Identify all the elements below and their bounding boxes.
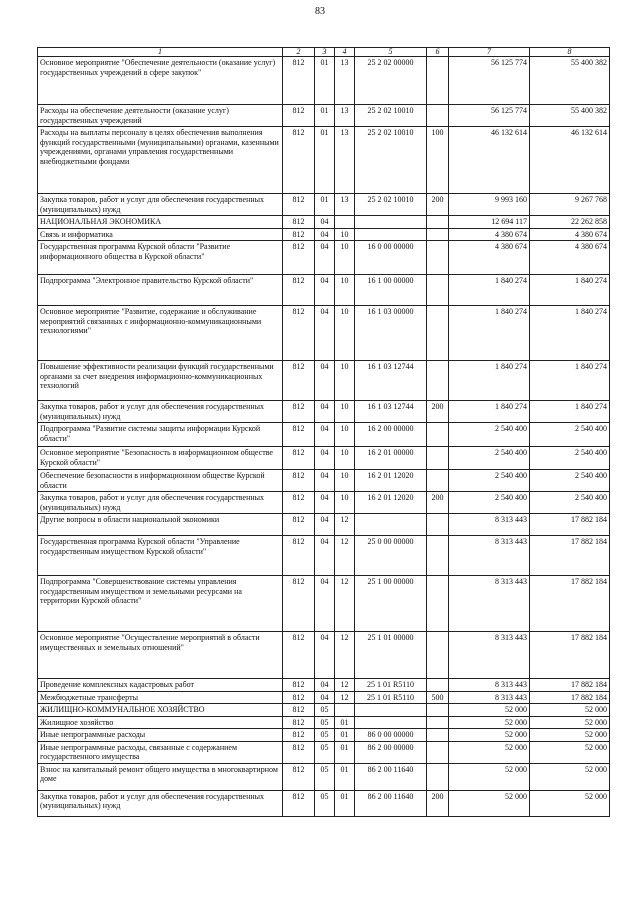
page-number: 83 [315,6,325,17]
value-col-7: 52 000 [449,763,530,790]
code-admin: 812 [283,576,315,632]
row-name: Основное мероприятие "Безопасность в информационном обществе Курской области" [38,447,283,470]
value-col-8: 17 882 184 [530,632,610,679]
table-row [38,401,610,423]
table-row [38,790,610,816]
value-col-8: 52 000 [530,729,610,742]
code-subsection: 01 [335,763,355,790]
code-section: 04 [315,275,335,306]
value-col-7: 52 000 [449,790,530,816]
code-admin: 812 [283,105,315,127]
code-subsection: 01 [335,741,355,763]
code-section: 01 [315,127,335,194]
code-expense-type [427,679,449,692]
code-section: 05 [315,716,335,729]
value-col-7: 52 000 [449,729,530,742]
row-name: НАЦИОНАЛЬНАЯ ЭКОНОМИКА [38,216,283,229]
row-name: Взнос на капитальный ремонт общего имущества в многоквартирном доме [38,763,283,790]
code-expense-type [427,704,449,717]
code-admin: 812 [283,679,315,692]
code-target-article: 16 2 01 12020 [355,492,427,514]
value-col-7: 2 540 400 [449,447,530,470]
code-target-article: 25 2 02 10010 [355,194,427,216]
table-row [38,194,610,216]
table-row [38,447,610,470]
code-admin: 812 [283,729,315,742]
value-col-8: 55 400 382 [530,57,610,105]
code-section: 04 [315,361,335,401]
code-expense-type [427,228,449,241]
table-row [38,216,610,229]
value-col-8: 2 540 400 [530,447,610,470]
value-col-8: 22 262 858 [530,216,610,229]
code-expense-type [427,741,449,763]
value-col-8: 2 540 400 [530,492,610,514]
value-col-7: 1 840 274 [449,361,530,401]
value-col-7: 2 540 400 [449,423,530,447]
code-subsection [335,216,355,229]
value-col-7: 52 000 [449,741,530,763]
row-name: Закупка товаров, работ и услуг для обеспечения государственных (муниципальных) нужд [38,790,283,816]
table-row [38,492,610,514]
code-admin: 812 [283,447,315,470]
value-col-7: 8 313 443 [449,632,530,679]
code-target-article: 25 1 01 R5110 [355,691,427,704]
code-section: 04 [315,514,335,536]
code-subsection: 01 [335,729,355,742]
value-col-8: 52 000 [530,716,610,729]
value-col-7: 1 840 274 [449,275,530,306]
code-section: 04 [315,691,335,704]
code-target-article: 25 2 02 10010 [355,105,427,127]
code-subsection: 13 [335,194,355,216]
code-subsection: 12 [335,691,355,704]
code-admin: 812 [283,716,315,729]
code-target-article: 16 1 00 00000 [355,275,427,306]
row-name: Подпрограмма "Электронное правительство Курской области" [38,275,283,306]
code-subsection: 01 [335,716,355,729]
code-target-article: 25 1 01 R5110 [355,679,427,692]
code-target-article: 16 1 03 12744 [355,361,427,401]
code-section: 04 [315,632,335,679]
table-row [38,470,610,492]
value-col-8: 17 882 184 [530,679,610,692]
row-name: Другие вопросы в области национальной экономики [38,514,283,536]
row-name: Иные непрограммные расходы, связанные с содержанием государственного имущества [38,741,283,763]
value-col-7: 4 380 674 [449,228,530,241]
code-section: 04 [315,228,335,241]
value-col-8: 17 882 184 [530,536,610,576]
table-row [38,763,610,790]
code-expense-type [427,105,449,127]
value-col-7: 4 380 674 [449,241,530,275]
table-row [38,741,610,763]
code-target-article [355,514,427,536]
code-target-article: 86 2 00 00000 [355,741,427,763]
column-header: 8 [530,48,610,57]
value-col-8: 17 882 184 [530,514,610,536]
code-target-article: 16 1 03 00000 [355,306,427,361]
code-target-article [355,716,427,729]
row-name: Основное мероприятие "Осуществление мероприятий в области имущественных и земельных отношений" [38,632,283,679]
value-col-7: 12 694 117 [449,216,530,229]
code-section: 04 [315,423,335,447]
code-expense-type [427,306,449,361]
row-name: Государственная программа Курской области "Управление государственным имуществом Курской области" [38,536,283,576]
row-name: Связь и информатика [38,228,283,241]
table-row [38,105,610,127]
code-expense-type [427,763,449,790]
value-col-8: 52 000 [530,763,610,790]
row-name: Проведение комплексных кадастровых работ [38,679,283,692]
value-col-8: 52 000 [530,790,610,816]
code-expense-type [427,470,449,492]
code-subsection: 10 [335,447,355,470]
row-name: Обеспечение безопасности в информационном обществе Курской области [38,470,283,492]
code-subsection: 01 [335,790,355,816]
table-row [38,536,610,576]
code-expense-type [427,241,449,275]
row-name: Подпрограмма "Развитие системы защиты информации Курской области" [38,423,283,447]
code-section: 04 [315,401,335,423]
code-subsection: 10 [335,401,355,423]
code-section: 04 [315,536,335,576]
code-subsection: 10 [335,492,355,514]
row-name: Государственная программа Курской области "Развитие информационного общества в Курской области" [38,241,283,275]
code-target-article [355,216,427,229]
code-expense-type [427,275,449,306]
table-row [38,275,610,306]
row-name: Иные непрограммные расходы [38,729,283,742]
value-col-8: 52 000 [530,704,610,717]
code-section: 01 [315,194,335,216]
table-row [38,729,610,742]
code-expense-type: 200 [427,492,449,514]
code-expense-type: 200 [427,401,449,423]
value-col-7: 8 313 443 [449,691,530,704]
value-col-7: 8 313 443 [449,576,530,632]
code-expense-type: 100 [427,127,449,194]
code-expense-type: 200 [427,790,449,816]
value-col-8: 1 840 274 [530,306,610,361]
code-section: 04 [315,216,335,229]
value-col-8: 1 840 274 [530,361,610,401]
value-col-8: 2 540 400 [530,470,610,492]
table-row [38,716,610,729]
row-name: Основное мероприятие "Обеспечение деятельности (оказание услуг) государственных учреждений в сфере закупок" [38,57,283,105]
value-col-7: 2 540 400 [449,492,530,514]
code-subsection: 13 [335,57,355,105]
code-expense-type: 200 [427,194,449,216]
table-row [38,514,610,536]
column-header: 5 [355,48,427,57]
code-target-article: 25 1 01 00000 [355,632,427,679]
code-admin: 812 [283,790,315,816]
code-admin: 812 [283,401,315,423]
code-subsection: 12 [335,632,355,679]
code-section: 05 [315,741,335,763]
code-subsection: 13 [335,127,355,194]
code-subsection: 12 [335,536,355,576]
value-col-8: 52 000 [530,741,610,763]
code-target-article: 86 2 00 11640 [355,790,427,816]
code-admin: 812 [283,275,315,306]
code-expense-type [427,57,449,105]
value-col-7: 8 313 443 [449,536,530,576]
code-subsection: 13 [335,105,355,127]
code-section: 04 [315,576,335,632]
column-header: 6 [427,48,449,57]
value-col-8: 1 840 274 [530,401,610,423]
code-admin: 812 [283,514,315,536]
row-name: Повышение эффективности реализации функций государственными органами за счет внедрения информационно-коммуникационных технологий [38,361,283,401]
code-subsection: 10 [335,306,355,361]
code-section: 05 [315,763,335,790]
code-target-article: 16 1 03 12744 [355,401,427,423]
code-admin: 812 [283,127,315,194]
table-row [38,228,610,241]
code-target-article: 86 2 00 11640 [355,763,427,790]
code-section: 04 [315,470,335,492]
code-admin: 812 [283,741,315,763]
code-admin: 812 [283,241,315,275]
code-section: 04 [315,492,335,514]
code-expense-type [427,716,449,729]
column-header: 1 [38,48,283,57]
code-target-article: 25 1 00 00000 [355,576,427,632]
code-admin: 812 [283,216,315,229]
code-section: 05 [315,729,335,742]
code-section: 04 [315,447,335,470]
row-name: Межбюджетные трансферты [38,691,283,704]
code-admin: 812 [283,306,315,361]
code-expense-type [427,729,449,742]
code-target-article: 16 2 01 12020 [355,470,427,492]
value-col-7: 9 993 160 [449,194,530,216]
row-name: Закупка товаров, работ и услуг для обеспечения государственных (муниципальных) нужд [38,401,283,423]
code-section: 05 [315,704,335,717]
row-name: Жилищное хозяйство [38,716,283,729]
value-col-8: 2 540 400 [530,423,610,447]
code-target-article [355,228,427,241]
code-admin: 812 [283,492,315,514]
row-name: Расходы на выплаты персоналу в целях обеспечения выполнения функций государственными (муниципальными) органами, казенными учреждениями, органами управления государственными внебюджетными фондами [38,127,283,194]
value-col-8: 17 882 184 [530,576,610,632]
value-col-7: 8 313 443 [449,514,530,536]
code-admin: 812 [283,470,315,492]
value-col-8: 4 380 674 [530,228,610,241]
code-admin: 812 [283,423,315,447]
table-row [38,679,610,692]
code-expense-type: 500 [427,691,449,704]
code-admin: 812 [283,536,315,576]
row-name: Закупка товаров, работ и услуг для обеспечения государственных (муниципальных) нужд [38,492,283,514]
code-subsection: 10 [335,423,355,447]
code-target-article: 16 2 00 00000 [355,423,427,447]
value-col-8: 9 267 768 [530,194,610,216]
value-col-8: 17 882 184 [530,691,610,704]
table-row [38,704,610,717]
code-subsection [335,704,355,717]
column-header: 4 [335,48,355,57]
code-expense-type [427,576,449,632]
code-target-article: 86 0 00 00000 [355,729,427,742]
row-name: Закупка товаров, работ и услуг для обеспечения государственных (муниципальных) нужд [38,194,283,216]
code-expense-type [427,423,449,447]
value-col-7: 8 313 443 [449,679,530,692]
column-header: 3 [315,48,335,57]
row-name: Основное мероприятие "Развитие, содержание и обслуживание мероприятий связанных с информационно-коммуникационными технологиями" [38,306,283,361]
table-row [38,127,610,194]
code-admin: 812 [283,632,315,679]
table-row [38,306,610,361]
code-admin: 812 [283,228,315,241]
budget-table [37,47,610,817]
code-subsection: 12 [335,514,355,536]
value-col-8: 55 400 382 [530,105,610,127]
column-header: 2 [283,48,315,57]
table-row [38,632,610,679]
value-col-7: 1 840 274 [449,306,530,361]
code-expense-type [427,536,449,576]
code-section: 01 [315,105,335,127]
code-admin: 812 [283,704,315,717]
code-subsection: 10 [335,275,355,306]
row-name: ЖИЛИЩНО-КОММУНАЛЬНОЕ ХОЗЯЙСТВО [38,704,283,717]
code-subsection: 10 [335,361,355,401]
value-col-7: 46 132 614 [449,127,530,194]
row-name: Подпрограмма "Совершенствование системы управления государственным имуществом и земельными ресурсами на территории Курской области" [38,576,283,632]
code-target-article: 25 2 02 00000 [355,57,427,105]
value-col-7: 56 125 774 [449,57,530,105]
header-row [38,48,610,57]
code-subsection: 10 [335,228,355,241]
code-target-article: 16 0 00 00000 [355,241,427,275]
row-name: Расходы на обеспечение деятельности (оказание услуг) государственных учреждений [38,105,283,127]
code-subsection: 10 [335,241,355,275]
code-target-article [355,704,427,717]
code-section: 04 [315,679,335,692]
code-expense-type [427,216,449,229]
code-expense-type [427,447,449,470]
code-section: 01 [315,57,335,105]
table-row [38,57,610,105]
code-section: 04 [315,306,335,361]
column-header: 7 [449,48,530,57]
value-col-7: 2 540 400 [449,470,530,492]
table-row [38,241,610,275]
code-target-article: 25 0 00 00000 [355,536,427,576]
code-admin: 812 [283,194,315,216]
table-row [38,423,610,447]
code-subsection: 12 [335,679,355,692]
code-admin: 812 [283,691,315,704]
code-section: 05 [315,790,335,816]
value-col-7: 56 125 774 [449,105,530,127]
value-col-7: 1 840 274 [449,401,530,423]
value-col-8: 1 840 274 [530,275,610,306]
code-admin: 812 [283,361,315,401]
table-row [38,691,610,704]
value-col-7: 52 000 [449,716,530,729]
table-row [38,576,610,632]
code-expense-type [427,632,449,679]
table-row [38,361,610,401]
code-subsection: 12 [335,576,355,632]
code-target-article: 25 2 02 10010 [355,127,427,194]
value-col-7: 52 000 [449,704,530,717]
code-section: 04 [315,241,335,275]
code-target-article: 16 2 01 00000 [355,447,427,470]
value-col-8: 46 132 614 [530,127,610,194]
code-admin: 812 [283,57,315,105]
code-admin: 812 [283,763,315,790]
code-expense-type [427,514,449,536]
value-col-8: 4 380 674 [530,241,610,275]
code-expense-type [427,361,449,401]
code-subsection: 10 [335,470,355,492]
